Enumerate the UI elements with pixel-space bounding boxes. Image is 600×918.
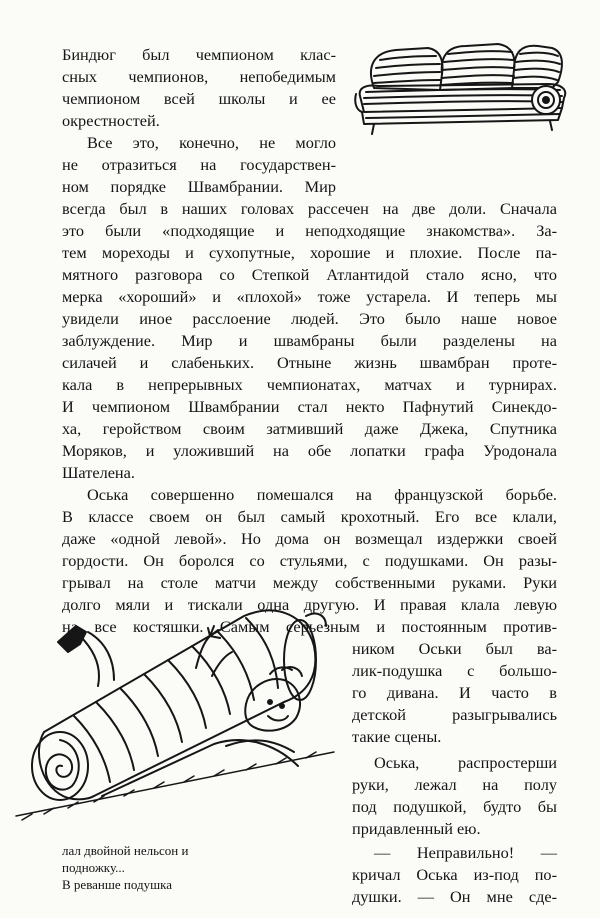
text-line: ном порядке Швамбрании. Мир — [62, 177, 336, 196]
text-line: ником Оськи был ва- — [352, 639, 557, 658]
text-line: тем мореходы и сухопутные, хорошие и плохие. После па- — [62, 243, 557, 262]
text-line: чемпионом всей школы и ее — [62, 89, 336, 108]
text-line: И чемпионом Швамбрании стал некто Пафнутий Синекдо- — [62, 397, 557, 416]
text-line: руки, лежал на полу — [352, 775, 557, 794]
text-line: сных чемпионов, непобедимым — [62, 67, 336, 86]
text-line: силачей и слабеньких. Отныне жизнь швамбран протe- — [62, 353, 557, 372]
text-line: гордости. Он боролся со стульями, с подушками. Он разы- — [62, 551, 557, 570]
text-line: В реванше подушка — [62, 877, 173, 892]
text-line: не отразиться на государствен- — [62, 155, 336, 174]
text-line: Оська совершенно помешался на французской борьбе. — [87, 485, 557, 504]
text-line: на все костяшки. Самым серьезным и постоянным против- — [62, 617, 557, 636]
text-line: детской разыгрывались — [352, 705, 557, 724]
text-line: го дивана. И часто в — [352, 683, 557, 702]
text-line: придавленный ею. — [352, 819, 481, 838]
text-line: В классе своем он был самый крохотный. Его все клали, — [62, 507, 557, 526]
text-line: даже «одной левой». Но дома он возмещал издержки своей — [62, 529, 557, 548]
text-line: такие сцены. — [352, 727, 442, 746]
text-line: душки. — Он мне сде- — [352, 887, 557, 906]
text-line: мятного разговора со Степкой Атлантидой стало ясно, что — [62, 265, 557, 284]
text-line: всегда был в наших головах рассечен на две доли. Сначала — [62, 199, 557, 218]
text-line: заблуждение. Мир и швамбраны были разделены на — [62, 331, 557, 350]
text-line: Биндюг был чемпионом клас- — [62, 45, 336, 64]
text-line: мерка «хороший» и «плохой» тоже устарела. И теперь мы — [62, 287, 557, 306]
text-line: Моряков, и уложивший на обе лопатки графа Уродонала — [62, 441, 557, 460]
text-line: грывал на столе матчи между собственными руками. Руки — [62, 573, 557, 592]
text-line: лал двойной нельсон и — [62, 843, 189, 858]
text-line: окрестностей. — [62, 111, 160, 130]
text-line: кричал Оська из-под по- — [352, 865, 557, 884]
text-line: лик-подушка с большо- — [352, 661, 557, 680]
text-line: это были «подходящие и неподходящие знакомства». За- — [62, 221, 557, 240]
text-line: под подушкой, будто бы — [352, 797, 557, 816]
text-line: — Неправильно! — — [374, 843, 557, 862]
text-line: Оська, распростерши — [374, 753, 557, 772]
text-line: ха, геройством своим затмивший даже Джека, Спутника — [62, 419, 557, 438]
text-line: долго мяли и тискали одна другую. И правая клала левую — [62, 595, 557, 614]
text-line: подножку... — [62, 860, 125, 875]
text-line: Шателена. — [62, 463, 135, 482]
text-line: кала в непрерывных чемпионатах, матчах и турнирах. — [62, 375, 557, 394]
text-line: Все это, конечно, не могло — [87, 133, 336, 152]
continued-text — [62, 842, 332, 893]
text-line: увидели иное расслоение людей. Это было наше новое — [62, 309, 557, 328]
sofa-illustration — [352, 38, 570, 138]
